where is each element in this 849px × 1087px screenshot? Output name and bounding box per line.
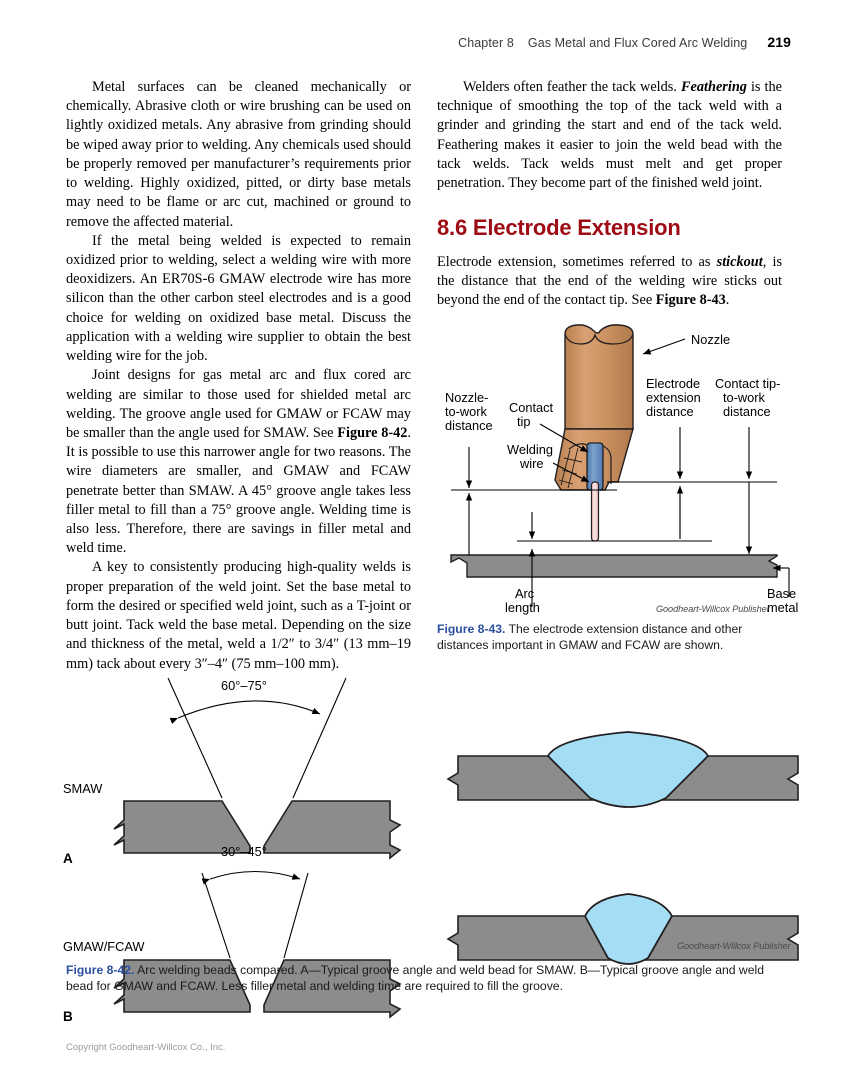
nozzle-leader-line [643, 339, 685, 354]
label-base-metal-1: Base [767, 586, 797, 601]
term-stickout: stickout [716, 253, 763, 270]
smaw-plate-right [264, 801, 400, 858]
figure-8-42-caption-label: Figure 8-42. [66, 963, 135, 977]
paragraph: Metal surfaces can be cleaned mechanically or chemically. Abrasive cloth or wire brushing can be used on lightly oxidized metals. Any abrasive from grinding should be wiped away prior to welding. Any chemicals used should be properly removed per manufacturer’s requirements prior to welding. Highly oxidized, pitted, or dirty base metals may need to be flame or arc cut, machined or ground to remove the affected material. [66, 79, 411, 230]
label-welding-wire-2: wire [520, 456, 544, 471]
welding-wire-shape [592, 482, 599, 541]
right-column [437, 78, 782, 311]
smaw-groove-line-right [293, 678, 346, 798]
figure-8-42-caption [66, 962, 791, 994]
joint-text-before: Joint designs for gas metal arc and flux cored arc welding are similar to those used for shielded metal arc welding. The groove angle used for GMAW or FCAW may be smaller than the angle used for SMAW. See [66, 367, 411, 441]
left-column [66, 78, 411, 674]
label-panel-a-letter: A [63, 851, 73, 866]
gmaw-angle-arc [210, 872, 300, 880]
label-electrode-extension-1: Electrode [646, 376, 701, 391]
paragraph: If the metal being welded is expected to remain oxidized prior to welding, select a welding wire with more deoxidizers. An ER70S-6 GMAW electrode wire has more silicon than the other carbon steel electrodes and is a good choice for welding on oxidized base metal. Discuss the application with a welding wire supplier to obtain the best welding wire for the job. [66, 232, 411, 365]
gmaw-groove-line-left [202, 873, 230, 958]
stickout-before: Electrode extension, sometimes referred to as [437, 253, 717, 270]
joint-text-after: . It is possible to use this narrower angle for two reasons. The wire diameters are smaller, and GMAW and FCAW penetrate better than SMAW. A 45° groove angle takes less filler metal to fill than a 75° groove angle. Welding time is also less. Therefore, there are savings in filler metal and weld time. [66, 424, 411, 557]
label-contact-tip-2: tip [517, 414, 531, 429]
label-base-metal-2: metal [767, 600, 799, 615]
smaw-angle-arc [178, 701, 320, 718]
running-head-title: Gas Metal and Flux Cored Arc Welding [527, 36, 748, 50]
stickout-middle: , is the distance that the end of the welding wire sticks out beyond the end of the contact tip. See [437, 253, 783, 309]
figure-reference-8-42: Figure 8-42 [337, 424, 408, 441]
label-arc-length-1: Arc [515, 586, 535, 601]
label-gmaw-angle: 30°–45° [221, 844, 267, 859]
label-contact-tip-to-work-3: distance [723, 404, 771, 419]
label-arc-length-2: length [505, 600, 540, 615]
label-nozzle-to-work-2: to-work [445, 404, 487, 419]
running-head [458, 34, 791, 50]
label-welding-wire-1: Welding [507, 442, 554, 457]
section-heading-8-6: 8.6 Electrode Extension [437, 215, 681, 241]
smaw-groove-line-left [168, 678, 222, 798]
stickout-after: . [725, 292, 730, 309]
term-feathering: Feathering [680, 79, 747, 95]
page-number: 219 [767, 34, 791, 50]
base-metal-plate [451, 555, 777, 577]
figure-8-43-credit: Goodheart-Willcox Publisher [656, 604, 770, 614]
label-nozzle-to-work-3: distance [445, 418, 493, 433]
label-contact-tip-1: Contact [509, 400, 554, 415]
paragraph: A key to consistently producing high-quality welds is proper preparation of the weld joint. Set the base metal to form the desired or specified weld joint, such as a T-joint or butt joint. Tack weld the base metal. Depending on the size and thickness of the metal, weld a 1/2″ to 3/4″ (13 mm–19 mm) tack about every 3″–4″ (75 mm–100 mm). [66, 559, 411, 672]
copyright-notice: Copyright Goodheart-Willcox Co., Inc. [66, 1042, 226, 1053]
paragraph-feathering [437, 78, 782, 193]
label-smaw-process: SMAW [63, 781, 103, 796]
figure-reference-8-43: Figure 8-43 [655, 292, 726, 309]
feathering-before: Welders often feather the tack welds. [463, 79, 681, 95]
label-nozzle: Nozzle [691, 332, 731, 347]
paragraph-electrode-extension [437, 253, 782, 311]
label-nozzle-to-work-1: Nozzle- [445, 390, 489, 405]
label-panel-b-letter: B [63, 1009, 73, 1024]
label-electrode-extension-2: extension [646, 390, 701, 405]
figure-8-43-caption-label: Figure 8-43. [437, 622, 506, 636]
figure-8-43-caption [437, 621, 789, 653]
feathering-after: is the technique of smoothing the top of the tack weld with a grinder and grinding the start and end of the tack weld. Feathering makes it easier to join the weld bead with the tack welds. Tack welds must melt and get proper penetration. They become part of the finished weld joint. [437, 79, 782, 192]
label-contact-tip-to-work-2: to-work [723, 390, 765, 405]
running-head-chapter: Chapter 8 [458, 36, 514, 50]
label-electrode-extension-3: distance [646, 404, 694, 419]
label-gmaw-process: GMAW/FCAW [63, 939, 145, 954]
label-contact-tip-to-work-1: Contact tip- [715, 376, 781, 391]
figure-8-43-caption-text: The electrode extension distance and other distances important in GMAW and FCAW are shown. [437, 622, 743, 653]
figure-8-42-caption-text: Arc welding beads compared. A—Typical groove angle and weld bead for SMAW. B—Typical groove angle and weld bead for GMAW and FCAW. Less filler metal and welding time are required to fill the groove. [66, 963, 764, 994]
figure-8-42-credit: Goodheart-Willcox Publisher [677, 941, 791, 951]
label-smaw-angle: 60°–75° [221, 678, 267, 693]
gmaw-groove-line-right [284, 873, 308, 958]
paragraph-joint-designs [66, 366, 411, 558]
